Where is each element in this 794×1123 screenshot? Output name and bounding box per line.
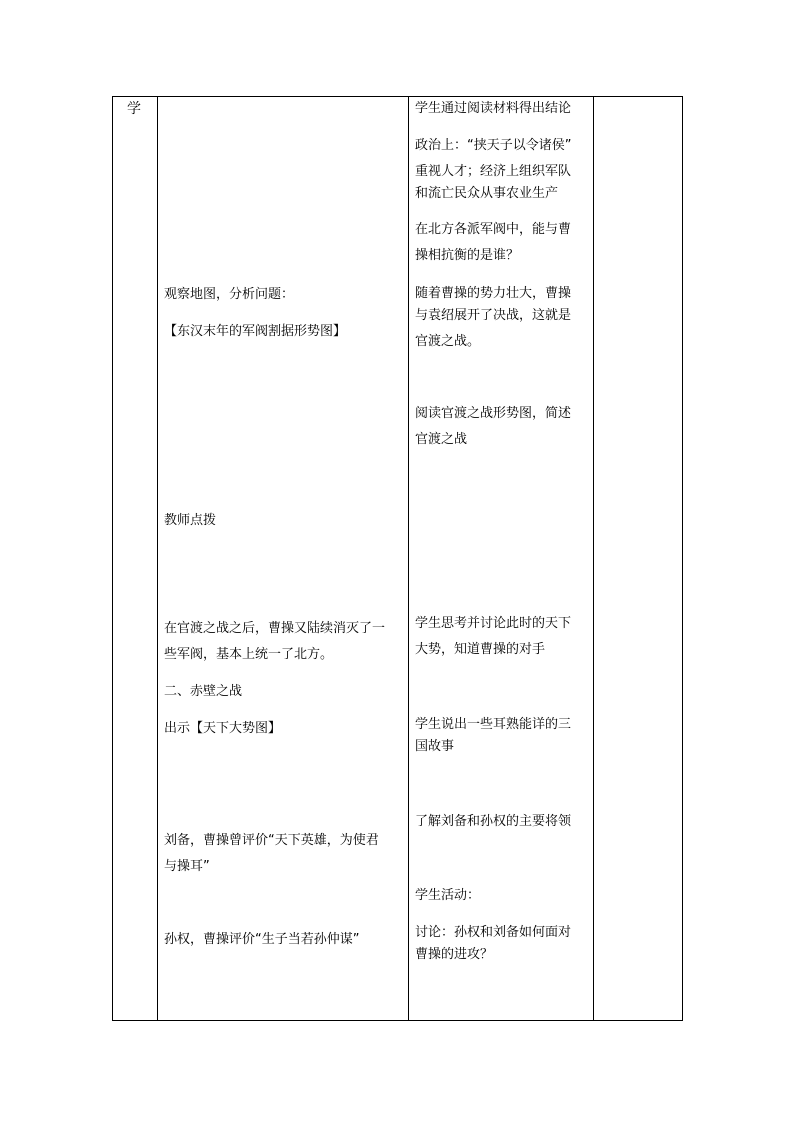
- teacher-text: 些军阀，基本上统一了北方。: [164, 647, 334, 662]
- student-text: 学生思考并讨论此时的天下: [415, 616, 572, 631]
- teacher-text: 教师点拨: [164, 513, 217, 528]
- lesson-table: [112, 96, 683, 1021]
- teacher-text: 出示【天下大势图】: [164, 721, 282, 736]
- student-text: 和流亡民众从事农业生产: [415, 186, 559, 201]
- student-text: 随着曹操的势力壮大，曹操: [415, 286, 572, 301]
- stage-label: 学: [127, 101, 141, 117]
- student-text: 阅读官渡之战形势图，简述: [415, 406, 572, 421]
- student-text: 操相抗衡的是谁？: [415, 248, 520, 263]
- section-heading: 二、赤壁之战: [164, 684, 243, 699]
- student-text: 官渡之战。: [415, 334, 481, 349]
- student-text: 学生通过阅读材料得出结论: [415, 101, 572, 116]
- design-intent-cell: [594, 97, 683, 1021]
- stage-column-cell: [113, 97, 158, 1021]
- teacher-text: 与操耳”: [164, 859, 210, 874]
- student-text: 曹操的进攻？: [415, 947, 494, 962]
- student-text: 学生活动：: [415, 888, 481, 903]
- student-text: 与袁绍展开了决战，这就是: [415, 308, 572, 323]
- student-text: 国故事: [415, 739, 455, 754]
- student-text: 学生说出一些耳熟能详的三: [415, 717, 572, 732]
- table-row: [113, 97, 683, 1021]
- student-text: 重视人才；经济上组织军队: [415, 164, 572, 179]
- student-text: 了解刘备和孙权的主要将领: [415, 814, 572, 829]
- student-text: 讨论：孙权和刘备如何面对: [415, 925, 572, 940]
- teacher-text: 在官渡之战之后，曹操又陆续消灭了一: [164, 621, 386, 636]
- teacher-text: 【东汉末年的军阀割据形势图】: [164, 324, 347, 339]
- student-text: 官渡之战: [415, 432, 468, 447]
- student-activity-cell: [409, 97, 594, 1021]
- teacher-text: 孙权，曹操评价“生子当若孙仲谋”: [164, 932, 360, 947]
- student-text: 政治上：“挟天子以令诸侯”: [415, 138, 572, 153]
- teacher-activity-cell: [158, 97, 409, 1021]
- student-text: 在北方各派军阀中，能与曹: [415, 222, 572, 237]
- student-text: 大势，知道曹操的对手: [415, 642, 546, 657]
- teacher-text: 刘备，曹操曾评价“天下英雄，为使君: [164, 833, 379, 848]
- teacher-text: 观察地图，分析问题：: [164, 287, 295, 302]
